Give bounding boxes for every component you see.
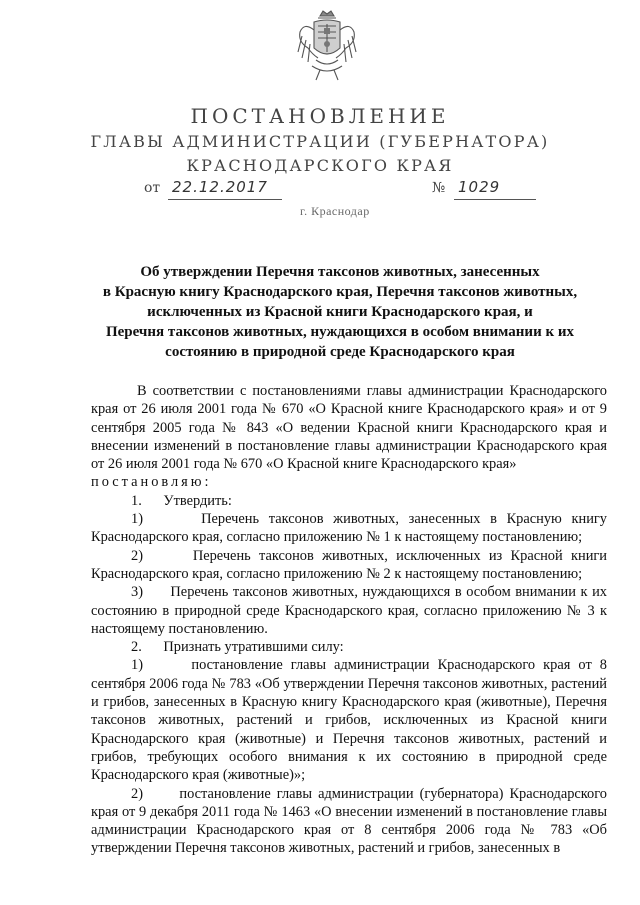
date-label: от xyxy=(144,180,161,196)
clause-2-item-2: 2) постановление главы администрации (губернатора) Краснодарского края от 9 декабря 2011 года № 1463 «О внесении изменений в постановление главы администрации Краснодарского края от 8 сентября 2006 года № 783 «Об утверждении Перечня таксонов животных, растений и грибов, занесенных в xyxy=(91,785,607,857)
clause-1-item-2: 2) Перечень таксонов животных, исключенных из Красной книги Краснодарского края, согласно приложению № 2 к настоящему постановлению; xyxy=(91,547,607,582)
city-label: г. Краснодар xyxy=(300,204,370,218)
title-line: исключенных из Красной книги Краснодарского края, и xyxy=(147,304,533,320)
clause-1-item-3: 3) Перечень таксонов животных, нуждающихся в особом внимании к их состоянию в природной среде Краснодарского края, согласно приложению № 3 к настоящему постановлению. xyxy=(91,584,607,637)
date-underline xyxy=(168,199,282,200)
document-number: 1029 xyxy=(458,178,501,196)
clause-2: 2. Признать утратившими силу: xyxy=(131,639,344,656)
title-line: в Красную книгу Краснодарского края, Перечня таксонов животных, xyxy=(102,284,578,300)
document-date: 22.12.2017 xyxy=(172,178,268,196)
coat-of-arms-icon xyxy=(296,8,358,82)
document-body xyxy=(91,382,607,858)
clause-1-item-1: 1) Перечень таксонов животных, занесенных в Красную книгу Краснодарского края, согласно приложению № 1 к настоящему постановлению; xyxy=(91,511,607,546)
title-line: состоянию в природной среде Краснодарского края xyxy=(165,344,515,360)
title-line: Перечня таксонов животных, нуждающихся в особом внимании к их xyxy=(105,324,575,340)
title-line: Об утверждении Перечня таксонов животных, занесенных xyxy=(140,264,540,280)
region-heading: КРАСНОДАРСКОГО КРАЯ xyxy=(186,156,454,175)
issuer-heading: ГЛАВЫ АДМИНИСТРАЦИИ (ГУБЕРНАТОРА) xyxy=(90,132,550,151)
intro-paragraph: В соответствии с постановлениями главы администрации Краснодарского края от 26 июля 2001 года № 670 «О Красной книге Краснодарского края» и от 9 сентября 2005 года № 843 «О ведении Красной книги Краснодарского края и внесении изменений в постановление главы администрации Краснодарского края от 26 июля 2001 года № 670 «О Красной книге Краснодарского края» xyxy=(91,383,607,473)
number-label: № xyxy=(432,180,446,196)
clause-1: 1. Утвердить: xyxy=(131,492,232,509)
document-title xyxy=(60,262,620,362)
clause-2-item-1: 1) постановление главы администрации Краснодарского края от 8 сентября 2006 года № 783 «Об утверждении Перечня таксонов животных, растений и грибов, занесенных в Красную книгу Краснодарского края (животные), Перечня таксонов животных, растений и грибов, исключенных из Красной книги Краснодарского края (животные) и Перечня таксонов животных, растений и грибов, требующих особого внимания к их состоянию в природной среде Краснодарского края (животные)»; xyxy=(91,657,607,784)
decree-word: постановляю: xyxy=(91,474,212,491)
number-underline xyxy=(454,199,536,200)
doc-type-heading: ПОСТАНОВЛЕНИЕ xyxy=(190,104,450,128)
